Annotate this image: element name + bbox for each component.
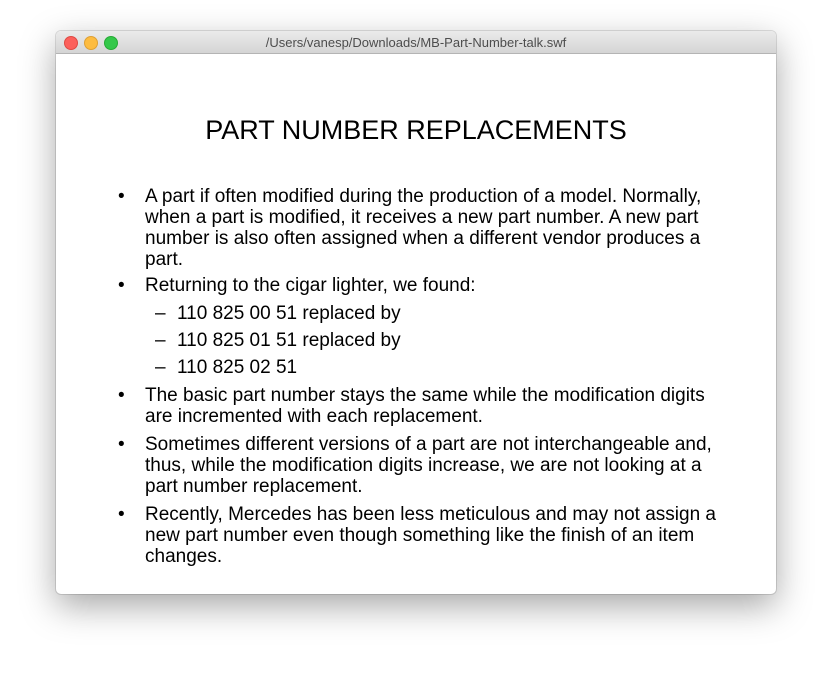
sub-item <box>155 330 757 351</box>
sub-text: 110 825 01 51 replaced by <box>177 330 401 351</box>
dash-marker: – <box>155 357 166 378</box>
bullet-marker: • <box>118 186 125 207</box>
bullet-text: Recently, Mercedes has been less meticulous and may not assign a new part number even though something like the finish of an item changes. <box>145 504 717 567</box>
bullet-text: The basic part number stays the same while the modification digits are incremented with each replacement. <box>145 385 705 427</box>
window-title: /Users/vanesp/Downloads/MB-Part-Number-talk.swf <box>265 35 567 50</box>
sub-item <box>155 357 757 378</box>
bullet-item <box>118 186 725 270</box>
bullet-item <box>118 275 725 296</box>
sub-item <box>155 303 757 324</box>
bullet-marker: • <box>118 275 125 296</box>
bullet-item <box>118 385 725 427</box>
title-bar[interactable] <box>56 31 776 54</box>
app-window <box>56 31 776 594</box>
sub-text: 110 825 00 51 replaced by <box>177 303 401 324</box>
bullet-text: A part if often modified during the production of a model. Normally, when a part is modified, it receives a new part number. A new part number is also often assigned when a different vendor produces a part. <box>145 186 702 270</box>
bullet-text: Sometimes different versions of a part are not interchangeable and, thus, while the modification digits increase, we are not looking at a part number replacement. <box>145 434 712 497</box>
dash-marker: – <box>155 303 166 324</box>
bullet-item <box>118 434 725 497</box>
bullet-item <box>118 504 725 567</box>
slide-title: PART NUMBER REPLACEMENTS <box>205 115 627 145</box>
bullet-text: Returning to the cigar lighter, we found: <box>145 275 476 296</box>
dash-marker: – <box>155 330 166 351</box>
bullet-marker: • <box>118 434 125 455</box>
bullet-marker: • <box>118 504 125 525</box>
sub-text: 110 825 02 51 <box>177 357 298 378</box>
bullet-marker: • <box>118 385 125 406</box>
